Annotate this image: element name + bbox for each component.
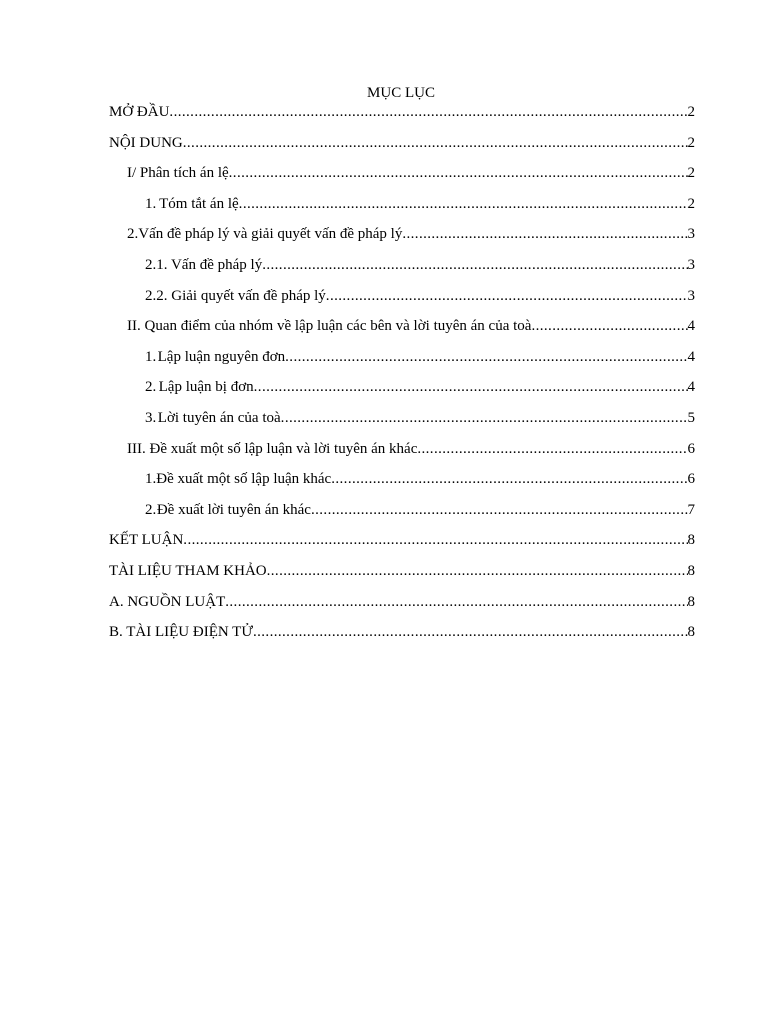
toc-entry-label: Tóm tắt án lệ [159,195,239,212]
toc-entry[interactable] [109,592,695,623]
toc-entry-label: I/ Phân tích án lệ [127,165,229,182]
toc-page-number: 8 [687,624,695,641]
toc-page-number: 2 [687,104,695,120]
toc-page-number: 8 [687,593,695,610]
toc-entry-label: NỘI DUNG [109,134,183,151]
toc-entry-number: 2. [145,501,157,518]
toc-entry[interactable] [109,255,695,286]
toc-leader-dots [267,561,688,581]
toc-page-number: 4 [687,379,695,396]
toc-entry[interactable] [109,561,695,592]
toc-leader-dots [417,439,687,459]
toc-leader-dots [253,622,688,642]
toc-leader-dots [254,377,688,397]
toc-entry-label: B. TÀI LIỆU ĐIỆN TỬ [109,624,253,641]
toc-entry-label: Đề xuất một số lập luận khác [156,471,332,488]
toc-leader-dots [531,316,687,336]
toc-page-number: 8 [687,562,695,579]
toc-title: MỤC LỤC [367,85,435,101]
toc-page-number: 6 [687,471,695,488]
toc-entry[interactable] [109,163,695,194]
toc-entry-label: KẾT LUẬN [109,532,184,549]
toc-entry[interactable] [109,194,695,225]
toc-entry-label: Đề xuất lời tuyên án khác [156,501,311,518]
toc-leader-dots [262,255,687,275]
toc-entry[interactable] [109,102,695,133]
toc-entry[interactable] [109,224,695,255]
toc-page-number: 7 [687,501,695,518]
toc-entry[interactable] [109,469,695,500]
toc-leader-dots [326,286,688,306]
toc-page-number: 4 [687,318,695,335]
toc-entry[interactable] [109,377,695,408]
toc-leader-dots [183,133,688,153]
toc-entry-label: 2.1. Vấn đề pháp lý [145,256,263,273]
toc-page-number: 8 [687,532,695,549]
toc-entry[interactable] [109,347,695,378]
toc-entry-number: 2. [145,379,157,396]
toc-page-number: 3 [687,256,695,273]
toc-leader-dots [331,469,687,489]
toc-page-number: 5 [687,409,695,426]
toc-entry-label: Lập luận bị đơn [158,379,254,396]
toc-leader-dots [239,194,688,214]
toc-leader-dots [183,530,687,550]
toc-page-number: 3 [687,226,695,243]
toc-entry[interactable] [109,439,695,470]
toc-entry-number: 1. [145,348,157,365]
toc-entry[interactable] [109,408,695,439]
toc-leader-dots [281,408,688,428]
toc-entry[interactable] [109,316,695,347]
toc-entry-number: 1. [145,195,157,212]
toc-entry-label: MỞ ĐẦU [109,104,170,120]
toc-entry-label: Vấn đề pháp lý và giải quyết vấn đề pháp lý [138,226,403,243]
toc-entry-number: 3. [145,409,157,426]
toc-leader-dots [225,592,687,612]
toc-leader-dots [169,102,687,122]
table-of-contents [109,102,695,653]
toc-entry-label: A. NGUỒN LUẬT [109,593,226,610]
toc-entry-label: Lập luận nguyên đơn [157,348,286,365]
toc-entry[interactable] [109,500,695,531]
toc-page-number: 6 [687,440,695,457]
toc-entry[interactable] [109,530,695,561]
toc-entry-number: 2. [127,226,139,243]
toc-page-number: 2 [687,165,695,182]
toc-entry-label: 2.2. Giải quyết vấn đề pháp lý [145,287,326,304]
toc-leader-dots [311,500,688,520]
toc-entry[interactable] [109,133,695,164]
toc-entry-number: 1. [145,471,157,488]
toc-entry-label: III. Đề xuất một số lập luận và lời tuyên án khác [127,440,418,457]
toc-leader-dots [285,347,687,367]
toc-leader-dots [402,224,687,244]
toc-entry-label: II. Quan điểm của nhóm về lập luận các bên và lời tuyên án của toà [127,318,532,335]
toc-entry[interactable] [109,286,695,317]
toc-leader-dots [229,163,688,183]
toc-entry-label: TÀI LIỆU THAM KHẢO [109,562,267,579]
toc-entry[interactable] [109,622,695,653]
toc-entry-label: Lời tuyên án của toà [157,409,281,426]
toc-page-number: 4 [687,348,695,365]
toc-page-number: 2 [687,195,695,212]
toc-page-number: 2 [687,134,695,151]
toc-page-number: 3 [687,287,695,304]
